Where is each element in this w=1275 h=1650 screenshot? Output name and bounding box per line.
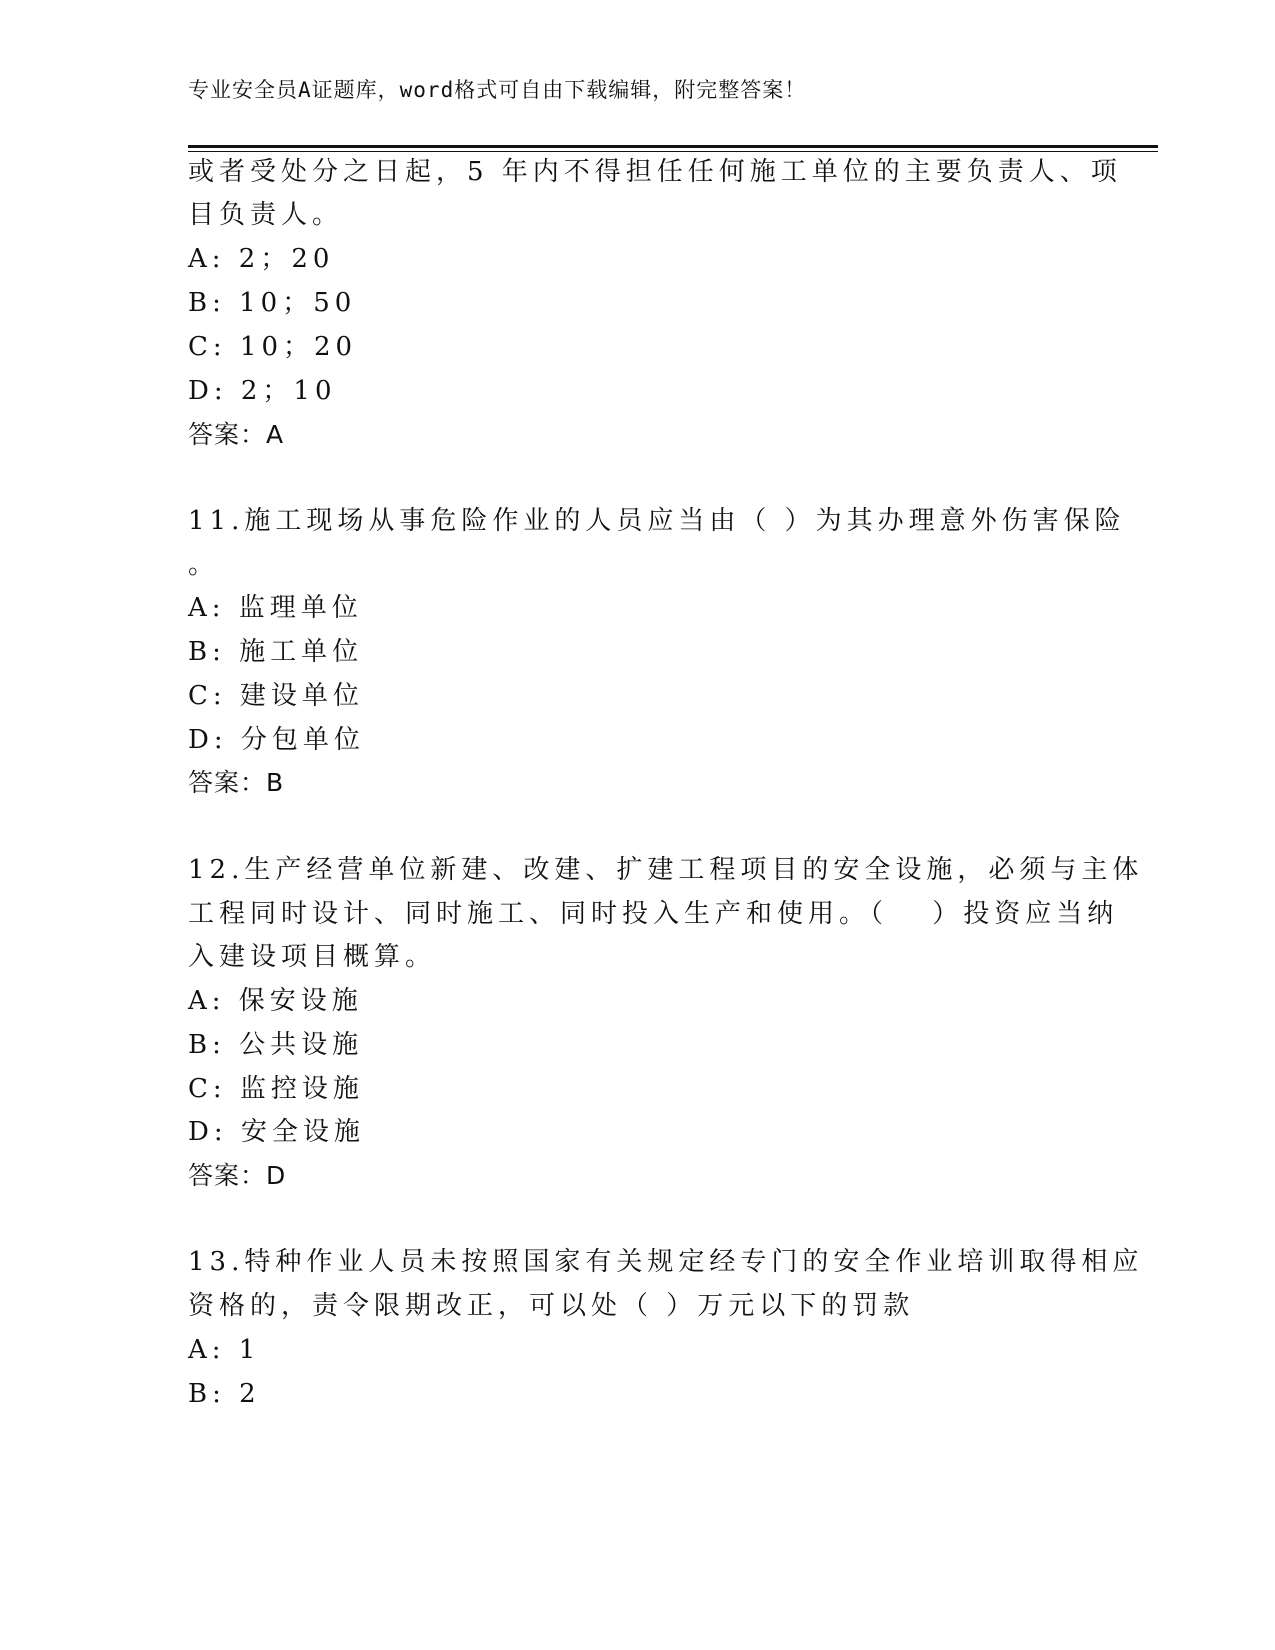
question-10-option-c: C: 10；20 xyxy=(188,332,358,362)
question-11-text-line-1: 11.施工现场从事危险作业的人员应当由（ ）为其办理意外伤害保险 xyxy=(188,506,1126,536)
question-10-option-d: D: 2；10 xyxy=(188,376,337,406)
question-12-option-d: D: 安全设施 xyxy=(188,1117,365,1147)
question-13-option-b: B: 2 xyxy=(188,1379,261,1409)
header-rule-thin xyxy=(188,151,1158,152)
question-12-text-line-1: 12.生产经营单位新建、改建、扩建工程项目的安全设施，必须与主体 xyxy=(188,855,1144,885)
question-10-text-line-2: 目负责人。 xyxy=(188,200,344,230)
page-header: 专业安全员A证题库，word格式可自由下载编辑，附完整答案！ xyxy=(188,78,807,102)
question-12-option-b: B: 公共设施 xyxy=(188,1030,364,1060)
question-11-text-line-2: 。 xyxy=(188,550,220,580)
question-10-option-b: B: 10；50 xyxy=(188,288,357,318)
question-11-option-c: C: 建设单位 xyxy=(188,681,364,711)
question-13-text-line-1: 13.特种作业人员未按照国家有关规定经专门的安全作业培训取得相应 xyxy=(188,1247,1144,1277)
question-12-text-line-2: 工程同时设计、同时施工、同时投入生产和使用。（ ）投资应当纳 xyxy=(188,899,1119,929)
question-10-answer: 答案：A xyxy=(188,420,285,449)
question-10-text-line-1: 或者受处分之日起，5 年内不得担任任何施工单位的主要负责人、项 xyxy=(188,157,1122,187)
question-12-option-c: C: 监控设施 xyxy=(188,1074,364,1104)
question-10-option-a: A: 2；20 xyxy=(188,244,335,274)
question-12-answer: 答案：D xyxy=(188,1161,287,1190)
question-12-option-a: A: 保安设施 xyxy=(188,986,363,1016)
question-11-answer: 答案：B xyxy=(188,768,285,797)
question-13-text-line-2: 资格的，责令限期改正，可以处（ ）万元以下的罚款 xyxy=(188,1291,915,1321)
question-13-option-a: A: 1 xyxy=(188,1335,261,1365)
question-12-text-line-3: 入建设项目概算。 xyxy=(188,942,437,972)
question-11-option-b: B: 施工单位 xyxy=(188,637,364,667)
question-11-option-a: A: 监理单位 xyxy=(188,593,363,623)
question-11-option-d: D: 分包单位 xyxy=(188,725,365,755)
header-rule-thick xyxy=(188,145,1158,148)
